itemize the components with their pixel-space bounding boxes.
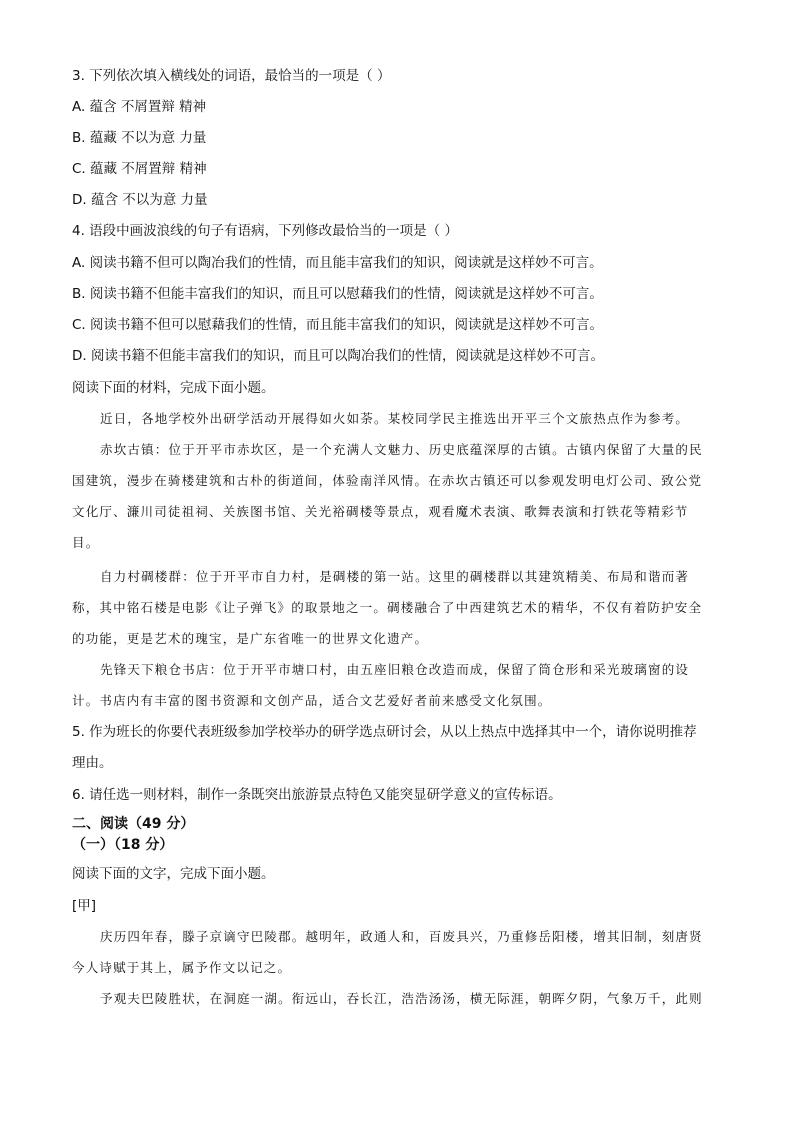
question-5-line: 理由。: [72, 755, 113, 771]
question-4-option-a: A. 阅读书籍不但可以陶冶我们的性情，而且能丰富我们的知识，阅读就是这样妙不可言。: [72, 255, 603, 271]
question-3-stem: 3. 下列依次填入横线处的词语，最恰当的一项是（ ）: [72, 68, 391, 84]
classical-text-line: 庆历四年春，滕子京谪守巴陵郡。越明年，政通人和，百废具兴，乃重修岳阳楼，增其旧制，刻唐贤: [100, 929, 703, 944]
question-5-line: 5. 作为班长的你要代表班级参加学校举办的研学选点研讨会，从以上热点中选择其中一个，请你说明推荐: [72, 724, 697, 740]
classical-text-line: 予观夫巴陵胜状，在洞庭一湖。衔远山，吞长江，浩浩汤汤，横无际涯，朝晖夕阴，气象万千，此则: [100, 991, 703, 1006]
question-3-option-b: B. 蕴藏 不以为意 力量: [72, 130, 207, 146]
material-zili-line: 自力村碉楼群：位于开平市自力村，是碉楼的第一站。这里的碉楼群以其建筑精美、布局和谐而著: [100, 569, 690, 584]
material-zili-line: 称，其中铭石楼是电影《让子弹飞》的取景地之一。碉楼融合了中西建筑艺术的精华，不仅有着防护安全: [72, 600, 703, 615]
question-4-option-c: C. 阅读书籍不但可以慰藉我们的性情，而且能丰富我们的知识，阅读就是这样妙不可言。: [72, 317, 604, 333]
text-label-jia: [甲]: [72, 898, 97, 914]
material-chikan-line: 目。: [72, 535, 100, 550]
material-chikan-line: 国建筑，漫步在骑楼建筑和古朴的街道间，体验南洋风情。在赤坎古镇还可以参观发明电灯公司、致公党: [72, 473, 703, 488]
part-heading: （一）（18 分）: [72, 837, 174, 853]
question-3-option-a: A. 蕴含 不屑置辩 精神: [72, 99, 207, 115]
material-bookstore-line: 先锋天下粮仓书店：位于开平市塘口村，由五座旧粮仓改造而成，保留了筒仓形和采光玻璃窗的设: [100, 662, 690, 677]
question-3-option-c: C. 蕴藏 不屑置辩 精神: [72, 161, 207, 177]
reading-intro: 阅读下面的文字，完成下面小题。: [72, 866, 275, 882]
classical-text-line: 今人诗赋于其上，属予作文以记之。: [72, 960, 292, 975]
material-chikan-line: 赤坎古镇：位于开平市赤坎区，是一个充满人文魅力、历史底蕴深厚的古镇。古镇内保留了大量的民: [100, 442, 703, 457]
material-intro: 阅读下面的材料，完成下面小题。: [72, 380, 275, 396]
question-4-stem: 4. 语段中画波浪线的句子有语病，下列修改最恰当的一项是（ ）: [72, 223, 458, 239]
question-4-option-b: B. 阅读书籍不但能丰富我们的知识，而且可以慰藉我们的性情，阅读就是这样妙不可言。: [72, 286, 603, 302]
material-chikan-line: 文化厅、濂川司徒祖祠、关族图书馆、关光裕碉楼等景点，观看魔术表演、歌舞表演和打铁花等精彩节: [72, 504, 689, 519]
material-paragraph-intro: 近日，各地学校外出研学活动开展得如火如荼。某校同学民主推选出开平三个文旅热点作为参考。: [100, 411, 690, 426]
question-4-option-d: D. 阅读书籍不但能丰富我们的知识，而且可以陶冶我们的性情，阅读就是这样妙不可言。: [72, 348, 604, 364]
section-heading: 二、阅读（49 分）: [72, 816, 195, 832]
question-6: 6. 请任选一则材料，制作一条既突出旅游景点特色又能突显研学意义的宣传标语。: [72, 787, 562, 803]
question-3-option-d: D. 蕴含 不以为意 力量: [72, 192, 208, 208]
material-zili-line: 的功能，更是艺术的瑰宝，是广东省唯一的世界文化遗产。: [72, 631, 429, 646]
material-bookstore-line: 计。书店内有丰富的图书资源和文创产品，适合文艺爱好者前来感受文化氛围。: [72, 693, 552, 708]
